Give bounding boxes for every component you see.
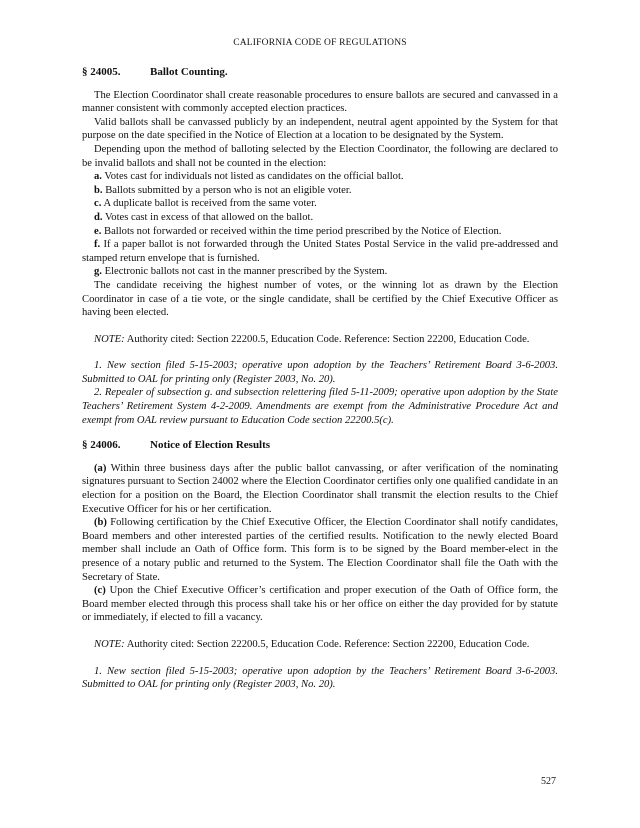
list-item-label: (c) xyxy=(94,585,106,597)
paragraph: Valid ballots shall be canvassed publicly by an independent, neutral agent appointed by the System for that purpose on the date specified in the Notice of Election at a location to be designated by the System. xyxy=(82,116,558,142)
list-item xyxy=(82,211,558,225)
list-item-label: c. xyxy=(94,198,102,210)
note-paragraph xyxy=(82,333,558,347)
note-label: NOTE: xyxy=(94,333,125,345)
list-item xyxy=(82,516,558,584)
note-text: Authority cited: Section 22200.5, Education Code. Reference: Section 22200, Education Code. xyxy=(126,333,530,345)
list-item-text: Ballots submitted by a person who is not an eligible voter. xyxy=(105,184,352,196)
list-item xyxy=(82,238,558,265)
list-item-text: Votes cast in excess of that allowed on the ballot. xyxy=(105,211,314,223)
section-spacer xyxy=(82,427,558,439)
list-item-label: (b) xyxy=(94,517,107,529)
history-notes xyxy=(82,665,558,692)
paragraph: The candidate receiving the highest number of votes, or the winning lot as drawn by the Election Coordinator in case of a tie vote, or the single candidate, shall be certified by the Chief Executive Officer as having been elected. xyxy=(82,279,558,319)
list-item-text: If a paper ballot is not forwarded through the United States Postal Service in the valid pre-addressed and stamped return envelope that is furnished. xyxy=(82,239,558,264)
list-item xyxy=(82,225,558,239)
list-item-label: e. xyxy=(94,225,102,237)
list-item xyxy=(82,170,558,184)
section-heading xyxy=(82,66,558,80)
list-item xyxy=(82,584,558,625)
list-item-text: Ballots not forwarded or received within the time period prescribed by the Notice of Election. xyxy=(104,225,502,237)
list-item xyxy=(82,184,558,198)
list-item xyxy=(82,197,558,211)
note-text: Authority cited: Section 22200.5, Education Code. Reference: Section 22200, Education Code. xyxy=(126,638,530,650)
list-item-label: (a) xyxy=(94,462,107,474)
note-label: NOTE: xyxy=(94,638,125,650)
list-item-label: f. xyxy=(94,239,101,251)
list-item xyxy=(82,462,558,516)
history-note: 2. Repealer of subsection g. and subsection relettering filed 5-11-2009; operative upon adoption by the State Teachers’ Retirement System 4-2-2009. Amendments are exempt from the Administrative Procedure Act and exempt from OAL review pursuant to Education Code section 22200.5(c). xyxy=(82,387,558,426)
history-note: 1. New section filed 5-15-2003; operative upon adoption by the Teachers’ Retirement Board 3-6-2003. Submitted to OAL for printing only (Register 2003, No. 20). xyxy=(82,360,558,385)
note-paragraph xyxy=(82,638,558,652)
list-item-text: Upon the Chief Executive Officer’s certification and proper execution of the Oath of Office form, the Board member elected through this process shall take his or her office on either the day provided for by statute or immediately, if elected to fill a vacancy. xyxy=(82,585,558,624)
page-number: 527 xyxy=(541,776,556,787)
section-title: Notice of Election Results xyxy=(150,439,271,452)
list-item-text: Votes cast for individuals not listed as candidates on the official ballot. xyxy=(104,171,404,183)
page-content xyxy=(82,66,558,692)
section-24006 xyxy=(82,439,558,692)
paragraph: The Election Coordinator shall create reasonable procedures to ensure ballots are secured and canvassed in a manner consistent with commonly accepted election practices. xyxy=(82,89,558,115)
running-head: CALIFORNIA CODE OF REGULATIONS xyxy=(233,38,407,48)
list-item-text: A duplicate ballot is received from the same voter. xyxy=(103,198,317,210)
section-number: § 24005. xyxy=(82,66,121,78)
section-title: Ballot Counting. xyxy=(150,66,228,78)
note xyxy=(82,333,558,347)
list-item-text: Within three business days after the public ballot canvassing, or after verification of the nominating signatures pursuant to Section 24002 where the Election Coordinator certifies only one qualified candidate in an election for a position on the Board, the Election Coordinator shall transmit the election results to the Chief Executive Officer for his or her certification. xyxy=(82,462,558,515)
history-note: 1. New section filed 5-15-2003; operative upon adoption by the Teachers’ Retirement Board 3-6-2003. Submitted to OAL for printing only (Register 2003, No. 20). xyxy=(82,665,558,691)
list-item-label: a. xyxy=(94,171,102,183)
list-item-label: b. xyxy=(94,184,103,196)
list-item-text: Electronic ballots not cast in the manner prescribed by the System. xyxy=(104,266,388,278)
history-notes xyxy=(82,359,558,427)
section-number: § 24006. xyxy=(82,439,121,452)
section-heading xyxy=(82,439,558,453)
list-item-text: Following certification by the Chief Executive Officer, the Election Coordinator shall notify candidates, Board members and other interested parties of the certified results. Notification to the newly elected Board member shall include an Oath of Office form. This form is to be signed by the Board member-elect in the presence of a notary public and returned to the System. The Election Coordinator shall file the Oath with the Secretary of State. xyxy=(82,517,558,583)
note xyxy=(82,638,558,652)
list-item-label: g. xyxy=(94,266,102,278)
section-24005 xyxy=(82,66,558,427)
list-item xyxy=(82,265,558,279)
list-item-label: d. xyxy=(94,211,103,223)
paragraph: Depending upon the method of balloting selected by the Election Coordinator, the following are declared to be invalid ballots and shall not be counted in the election: xyxy=(82,143,558,169)
